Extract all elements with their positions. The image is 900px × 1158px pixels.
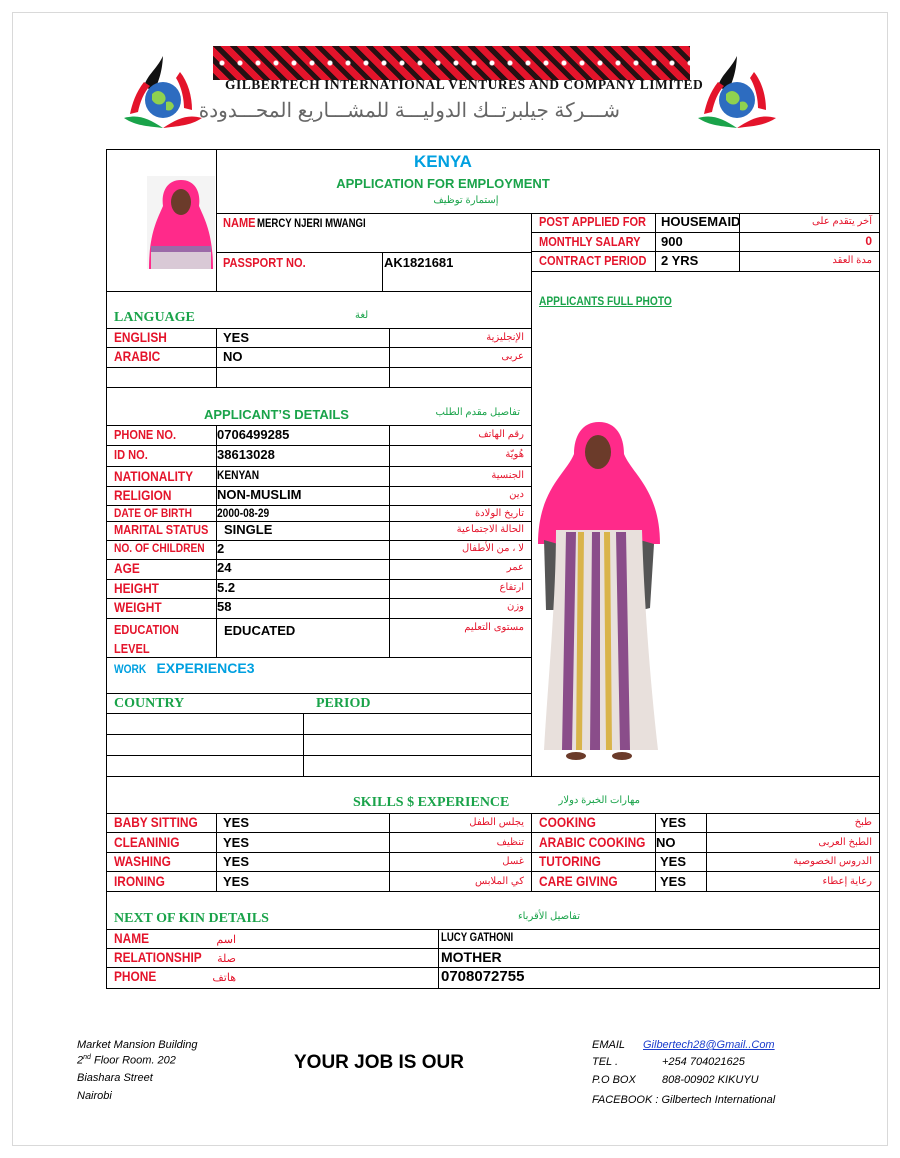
kin-ar: اسم: [216, 934, 236, 946]
skill-ar: رعاية إعطاء: [822, 876, 872, 887]
detail-label: MARITAL STATUS: [114, 522, 209, 537]
facebook: FACEBOOK : Gilbertech International: [592, 1094, 776, 1106]
floor-number: 2: [77, 1054, 84, 1067]
kin-title-ar: تفاصيل الأقرباء: [517, 911, 580, 922]
detail-ar: مستوى التعليم: [464, 622, 524, 633]
form-title-ar: إستمارة توظيف: [433, 195, 499, 206]
skill-label: CARE GIVING: [539, 873, 618, 889]
passport-value: AK1821681: [384, 255, 454, 270]
skill-label: WASHING: [114, 853, 171, 869]
contract-ar: مدة العقد: [832, 255, 872, 266]
skill-ar: الدروس الخصوصية: [793, 856, 872, 867]
pobox-value: 808-00902 KIKUYU: [662, 1074, 759, 1086]
detail-label: AGE: [114, 560, 140, 576]
detail-value: 2000-08-29: [217, 506, 270, 520]
details-title-ar: تفاصيل مقدم الطلب: [435, 407, 520, 418]
slogan: YOUR JOB IS OUR: [294, 1052, 464, 1073]
skills-title: SKILLS $ EXPERIENCE: [353, 795, 510, 810]
detail-label: PHONE NO.: [114, 427, 177, 442]
detail-ar: عمر: [506, 562, 524, 573]
language-value: YES: [223, 330, 250, 345]
passport-photo: [147, 176, 215, 269]
kin-title: NEXT OF KIN DETAILS: [114, 911, 269, 926]
post-label: POST APPLIED FOR: [539, 214, 647, 229]
kin-label: RELATIONSHIP: [114, 949, 202, 965]
skill-value: YES: [660, 815, 687, 830]
detail-value: 24: [217, 560, 232, 575]
language-ar: عربى: [501, 351, 524, 362]
detail-ar: وزن: [506, 601, 524, 612]
kin-value: MOTHER: [441, 949, 502, 965]
detail-value: 38613028: [217, 447, 275, 462]
kin-ar: هاتف: [212, 972, 236, 984]
detail-label: NATIONALITY: [114, 468, 194, 484]
salary-value: 900: [661, 234, 683, 249]
detail-label: ID NO.: [114, 447, 148, 462]
kin-label: PHONE: [114, 968, 157, 984]
kin-value: LUCY GATHONI: [441, 930, 514, 944]
address-line-4: Nairobi: [77, 1090, 112, 1102]
contract-value: 2 YRS: [661, 253, 699, 268]
skill-ar: غسل: [502, 856, 524, 867]
kin-value: 0708072755: [441, 968, 525, 985]
full-photo-label: APPLICANTS FULL PHOTO: [539, 294, 672, 308]
detail-ar: لا ، من الأطفال: [461, 543, 524, 554]
detail-ar: هُويّة: [505, 449, 524, 460]
skill-label: COOKING: [539, 814, 596, 830]
skill-ar: طبخ: [854, 817, 872, 828]
detail-label: RELIGION: [114, 487, 172, 503]
post-value: HOUSEMAID: [661, 214, 741, 229]
skill-label: ARABIC COOKING: [539, 834, 646, 850]
detail-ar: الجنسية: [491, 470, 524, 481]
floor-suffix: nd: [83, 1054, 91, 1061]
detail-ar: الحالة الاجتماعية: [456, 524, 524, 535]
skill-value: YES: [660, 874, 687, 889]
header-banner: [213, 46, 690, 80]
skill-label: CLEANINIG: [114, 834, 180, 850]
language-ar: الإنجليزية: [486, 332, 524, 343]
name-value: MERCY NJERI MWANGI: [257, 216, 366, 230]
salary-extra: 0: [865, 234, 872, 248]
company-name-ar: شـــركة جيلبرتــك الدوليـــة للمشـــاريع المحـــدودة: [198, 100, 620, 122]
period-header: PERIOD: [316, 696, 371, 711]
form-title: APPLICATION FOR EMPLOYMENT: [336, 176, 550, 191]
skill-value: YES: [223, 815, 250, 830]
skill-label: BABY SITTING: [114, 814, 198, 830]
detail-value: 5.2: [217, 580, 236, 595]
language-value: NO: [223, 349, 243, 364]
detail-ar: ارتفاع: [499, 582, 524, 593]
address-line-1: Market Mansion Building: [77, 1039, 198, 1051]
skill-value: NO: [656, 835, 676, 850]
detail-ar: تاريخ الولادة: [474, 508, 524, 519]
passport-label: PASSPORT NO.: [223, 255, 306, 270]
email-label: EMAIL: [592, 1039, 626, 1051]
language-title-ar: لغة: [355, 310, 369, 321]
language-title: LANGUAGE: [114, 310, 195, 325]
detail-label: WEIGHT: [114, 599, 162, 615]
detail-value: 58: [217, 599, 232, 614]
skill-ar: كي الملابس: [475, 876, 524, 887]
detail-label: HEIGHT: [114, 580, 159, 596]
tel-label: TEL .: [592, 1056, 619, 1068]
detail-ar: رقم الهاتف: [478, 429, 524, 440]
post-ar: آخر يتقدم على: [812, 216, 872, 227]
work-title: [114, 660, 255, 678]
skill-label: IRONING: [114, 873, 165, 889]
language-label: ARABIC: [114, 348, 161, 364]
address-line-2: [77, 1054, 176, 1067]
detail-label: DATE OF BIRTH: [114, 506, 193, 520]
detail-value: NON-MUSLIM: [217, 487, 302, 502]
detail-label: NO. OF CHILDREN: [114, 541, 205, 555]
email-link[interactable]: Gilbertech28@Gmail..Com: [643, 1039, 775, 1051]
detail-value: 2: [217, 541, 225, 556]
skill-ar: تنظيف: [496, 837, 524, 848]
detail-value: EDUCATED: [224, 623, 296, 638]
skill-ar: الطبخ العربى: [818, 837, 872, 848]
full-body-photo: [536, 420, 662, 762]
details-title: APPLICANT’S DETAILS: [204, 407, 349, 422]
skill-value: YES: [223, 835, 250, 850]
detail-label: EDUCATION LEVEL: [114, 622, 179, 656]
tel-value: +254 704021625: [662, 1056, 745, 1068]
contract-label: CONTRACT PERIOD: [539, 253, 647, 268]
name-label: NAME: [223, 215, 256, 230]
work-label-a: WORK: [114, 662, 147, 676]
skills-title-ar: مهارات الخبرة دولار: [558, 795, 640, 806]
skill-value: YES: [223, 854, 250, 869]
right-logo: [692, 52, 782, 138]
detail-ar: دين: [509, 489, 524, 500]
skill-ar: يجلس الطفل: [469, 817, 524, 828]
country-title: KENYA: [414, 152, 472, 171]
skill-value: YES: [223, 874, 250, 889]
kin-label: NAME: [114, 930, 150, 946]
detail-value: SINGLE: [224, 522, 273, 537]
work-label-b: EXPERIENCE3: [156, 660, 255, 676]
kin-ar: صلة: [217, 953, 236, 965]
language-label: ENGLISH: [114, 329, 167, 345]
country-header: COUNTRY: [114, 696, 185, 711]
salary-label: MONTHLY SALARY: [539, 234, 641, 249]
detail-value: KENYAN: [217, 468, 260, 482]
skill-value: YES: [660, 854, 687, 869]
pobox-label: P.O BOX: [592, 1074, 636, 1086]
address-line-3: Biashara Street: [77, 1072, 153, 1084]
left-logo: [118, 52, 208, 138]
detail-value: 0706499285: [217, 427, 290, 442]
floor-room: Floor Room. 202: [93, 1054, 176, 1067]
company-name-en: GILBERTECH INTERNATIONAL VENTURES AND COMPANY LIMITED: [225, 77, 704, 92]
skill-label: TUTORING: [539, 853, 601, 869]
